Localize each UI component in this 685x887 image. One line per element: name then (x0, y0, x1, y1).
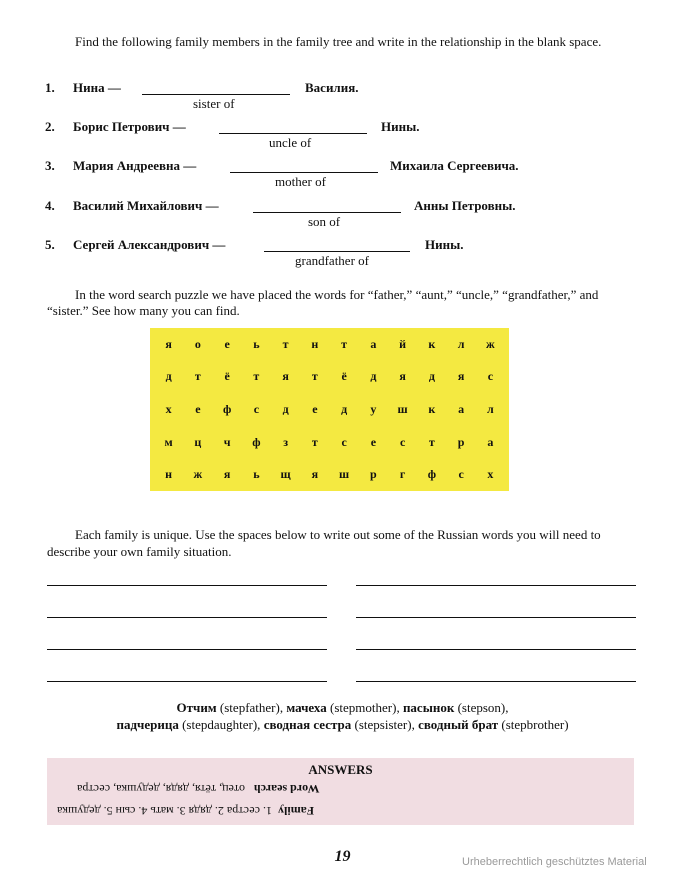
grid-letter[interactable]: д (428, 369, 435, 384)
answers-word-search-text: отец, тётя, дядя, дедушка, сестра (77, 782, 245, 796)
exercise-subject: Борис Петрович — (73, 119, 186, 134)
grid-letter[interactable]: с (458, 467, 464, 482)
grid-letter[interactable]: ь (253, 336, 260, 351)
grid-letter[interactable]: т (341, 336, 348, 351)
grid-letter[interactable]: х (487, 467, 494, 482)
writing-line[interactable] (356, 617, 636, 618)
handwritten-answer: uncle of (269, 135, 312, 150)
exercise-object: Анны Петровны. (414, 198, 516, 213)
grid-letter[interactable]: ш (339, 467, 350, 482)
vocab-gloss: (stepson), (454, 700, 509, 715)
handwritten-answer: grandfather of (295, 253, 369, 268)
grid-letter[interactable]: у (370, 401, 377, 416)
vocab-gloss: (stepsister), (351, 717, 419, 732)
grid-letter[interactable]: ф (252, 434, 261, 449)
grid-letter[interactable]: с (341, 434, 347, 449)
grid-letter[interactable]: к (428, 336, 436, 351)
exercise-number: 5. (45, 237, 55, 252)
answers-title: ANSWERS (308, 762, 373, 777)
grid-letter[interactable]: ь (253, 467, 260, 482)
vocab-gloss: (stepdaughter), (178, 717, 264, 732)
grid-letter[interactable]: с (399, 434, 406, 449)
answer-blank[interactable] (219, 133, 367, 134)
grid-letter[interactable]: г (399, 467, 406, 482)
vocab-gloss: (stepmother), (326, 700, 403, 715)
grid-letter[interactable]: ё (341, 369, 347, 384)
watermark: Urheberrechtlich geschütztes Material (462, 856, 647, 868)
grid-letter[interactable]: м (164, 434, 173, 449)
answers-word-search-label: Word search (254, 782, 320, 796)
grid-letter[interactable]: е (312, 401, 318, 416)
vocab-term: сводный брат (418, 717, 499, 732)
grid-letter[interactable]: т (311, 369, 318, 384)
grid-letter[interactable]: я (223, 467, 231, 482)
word-search-instructions: In the word search puzzle we have placed the words for “father,” “aunt,” “uncle,” “grandfather,” and “sister.” See how many you can find. (47, 287, 599, 318)
grid-letter[interactable]: я (457, 369, 465, 384)
grid-letter[interactable]: н (311, 336, 319, 351)
family-instructions: Each family is unique. Use the spaces below to write out some of the Russian words you will need to describe your own family situation. (47, 527, 601, 559)
writing-line[interactable] (47, 681, 327, 682)
grid-letter[interactable]: й (399, 336, 407, 351)
grid-letter[interactable]: ё (224, 369, 230, 384)
grid-letter[interactable]: ф (427, 467, 437, 482)
grid-letter[interactable]: с (487, 369, 494, 384)
exercise-object: Нины. (425, 237, 464, 252)
writing-line[interactable] (47, 649, 327, 650)
grid-letter[interactable]: ш (397, 401, 408, 416)
writing-line[interactable] (356, 681, 636, 682)
answer-blank[interactable] (142, 94, 290, 95)
answer-blank[interactable] (253, 212, 401, 213)
vocab-term: Отчим (176, 700, 217, 715)
exercise-object: Василия. (305, 80, 359, 95)
grid-letter[interactable]: т (282, 336, 289, 351)
writing-line[interactable] (356, 649, 636, 650)
grid-letter[interactable]: т (311, 434, 318, 449)
word-search-grid (150, 328, 509, 491)
grid-letter[interactable]: л (457, 336, 465, 351)
exercise-number: 2. (45, 119, 55, 134)
vocab-term: мачеха (286, 700, 327, 715)
grid-letter[interactable]: с (253, 401, 260, 416)
grid-letter[interactable]: е (224, 336, 230, 351)
grid-letter[interactable]: я (165, 336, 172, 351)
grid-letter[interactable]: ц (194, 434, 202, 449)
grid-letter[interactable]: я (282, 369, 289, 384)
grid-letter[interactable]: о (194, 336, 201, 351)
grid-letter[interactable]: т (428, 434, 435, 449)
grid-letter[interactable]: л (487, 401, 494, 416)
grid-letter[interactable]: а (487, 434, 494, 449)
writing-line[interactable] (356, 585, 636, 586)
handwritten-answer: mother of (275, 174, 326, 189)
vocab-term: сводная сестра (263, 717, 352, 732)
answers-family-label: Family (278, 804, 315, 818)
answer-blank[interactable] (230, 172, 378, 173)
vocab-term: падчерица (116, 717, 179, 732)
answers-word-search (47, 781, 634, 796)
exercise-object: Нины. (381, 119, 420, 134)
exercise-number: 1. (45, 80, 55, 95)
grid-letter[interactable]: р (370, 467, 377, 482)
grid-letter[interactable]: е (370, 434, 377, 449)
grid-letter[interactable]: д (341, 401, 348, 416)
answer-blank[interactable] (264, 251, 410, 252)
grid-letter[interactable]: ч (223, 434, 231, 449)
answers-family-text: 1. сестра 2. дядя 3. мать 4. сын 5. дедушка (57, 804, 273, 818)
grid-letter[interactable]: ф (222, 401, 232, 416)
vocab-line-1 (0, 699, 685, 717)
grid-letter[interactable]: я (311, 467, 319, 482)
grid-letter[interactable]: д (370, 369, 377, 384)
instructions-paragraph: Find the following family members in the family tree and write in the relationship in the blank space. (75, 34, 602, 49)
grid-letter[interactable]: е (195, 401, 201, 416)
grid-letter[interactable]: з (283, 434, 289, 449)
exercise-subject: Нина — (73, 80, 121, 95)
grid-letter[interactable]: д (165, 369, 172, 384)
grid-letter[interactable]: т (253, 369, 260, 384)
writing-line[interactable] (47, 617, 327, 618)
exercise-number: 4. (45, 198, 55, 213)
grid-letter[interactable]: ж (486, 336, 495, 351)
writing-line[interactable] (47, 585, 327, 586)
vocab-term: пасынок (402, 700, 455, 715)
vocab-line-2 (0, 716, 685, 734)
grid-letter[interactable]: я (399, 369, 406, 384)
exercise-subject: Василий Михайлович — (73, 198, 219, 213)
page-number: 19 (334, 848, 351, 865)
exercise-subject: Мария Андреевна — (73, 158, 197, 173)
answers-box (47, 758, 634, 825)
handwritten-answer: son of (308, 214, 341, 229)
vocab-gloss: (stepbrother) (498, 717, 569, 732)
grid-letter[interactable]: а (370, 336, 377, 351)
exercise-object: Михаила Сергеевича. (390, 158, 519, 173)
answers-family (47, 803, 634, 818)
vocab-gloss: (stepfather), (216, 700, 287, 715)
grid-letter[interactable]: н (165, 467, 173, 482)
exercise-number: 3. (45, 158, 55, 173)
grid-letter[interactable]: х (165, 401, 172, 416)
grid-letter[interactable]: д (282, 401, 289, 416)
exercise-subject: Сергей Александрович — (73, 237, 226, 252)
grid-letter[interactable]: щ (280, 467, 291, 482)
handwritten-answer: sister of (193, 96, 235, 111)
grid-letter[interactable]: р (457, 434, 465, 449)
grid-letter[interactable]: а (458, 401, 465, 416)
grid-letter[interactable]: ж (193, 467, 203, 482)
grid-letter[interactable]: т (194, 369, 201, 384)
grid-letter[interactable]: к (428, 401, 436, 416)
